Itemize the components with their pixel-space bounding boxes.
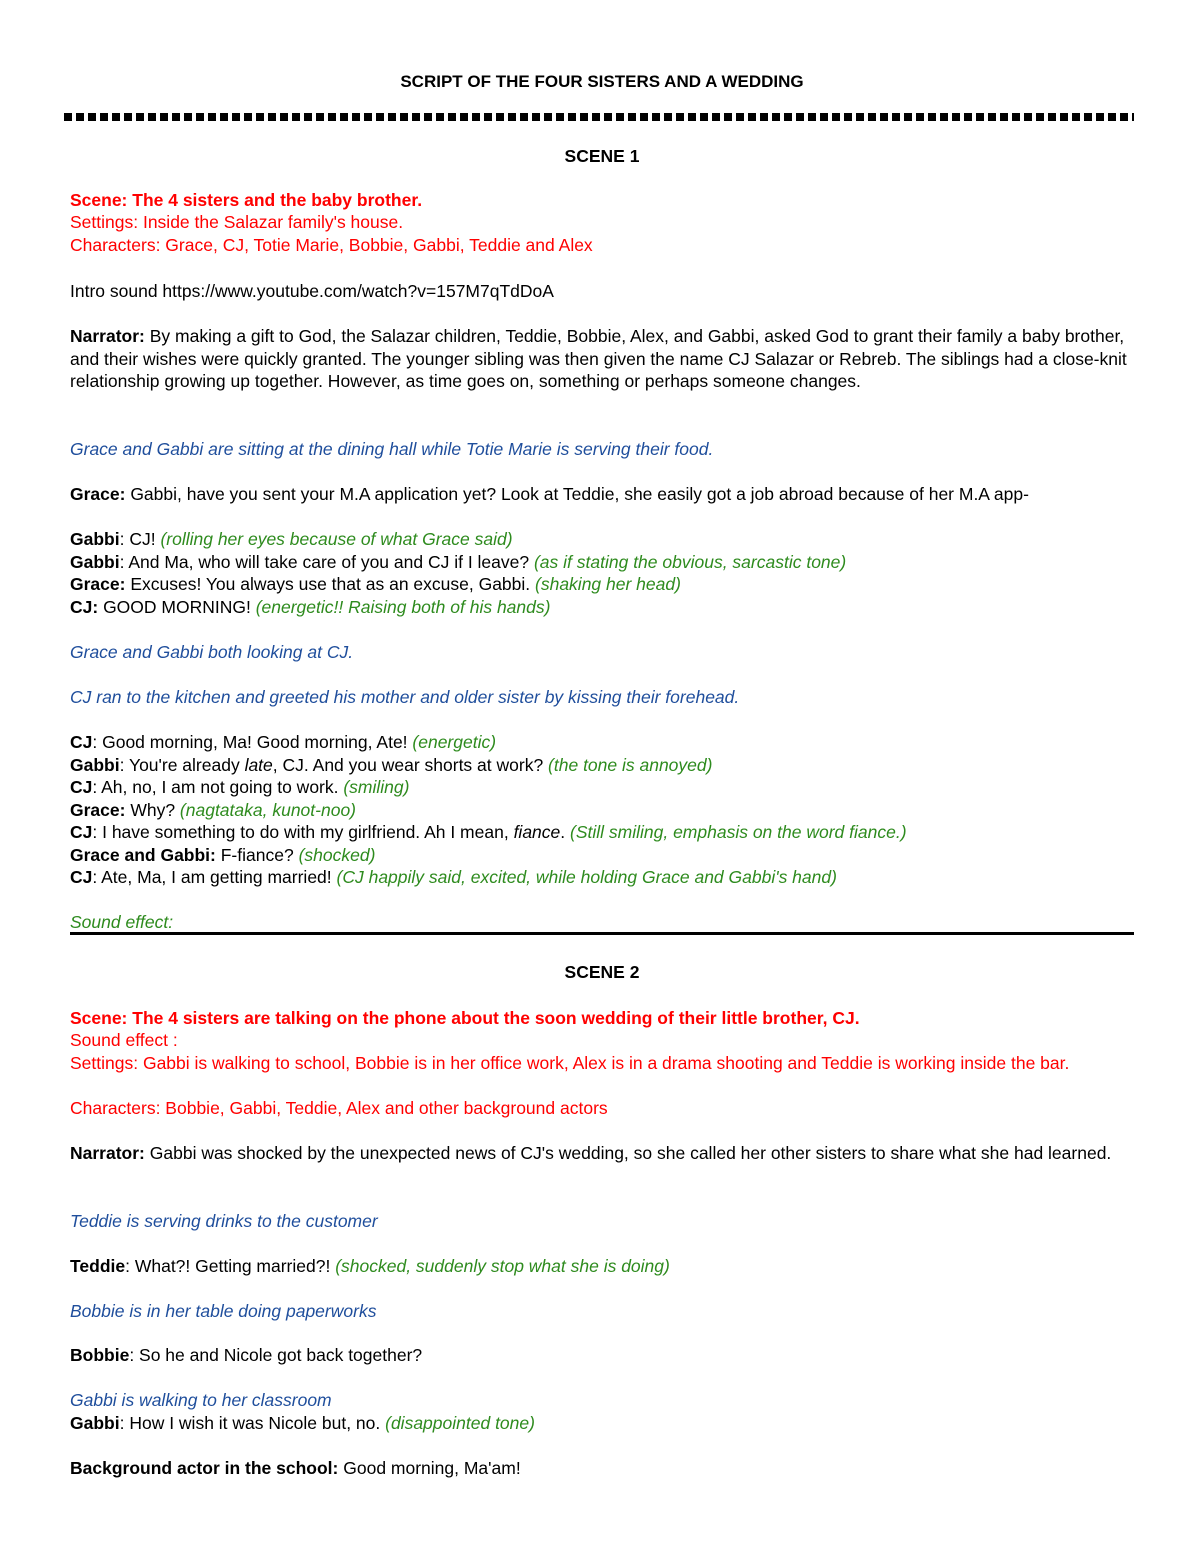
speaker: CJ: xyxy=(70,597,99,617)
dialogue-line xyxy=(70,1457,1134,1480)
acting-note: (nagtataka, kunot-noo) xyxy=(179,800,357,820)
stage-direction: CJ ran to the kitchen and greeted his mother and older sister by kissing their forehead. xyxy=(70,687,740,707)
dialogue-text: : Ate, Ma, I am getting married! xyxy=(92,867,337,887)
scene1-heading: SCENE 1 xyxy=(564,146,640,166)
sound-effect-note: Sound effect: xyxy=(70,912,174,932)
dialogue-text: : What?! Getting married?! xyxy=(125,1256,336,1276)
scene2-characters: Characters: Bobbie, Gabbi, Teddie, Alex and other background actors xyxy=(70,1098,608,1118)
acting-note: (energetic) xyxy=(412,732,497,752)
stage-direction: Teddie is serving drinks to the customer xyxy=(70,1211,378,1231)
speaker: Gabbi xyxy=(70,1413,120,1433)
dialogue-line xyxy=(70,1344,1134,1367)
dialogue-line xyxy=(70,483,1134,506)
speaker: Bobbie xyxy=(70,1345,130,1365)
speaker: Grace: xyxy=(70,484,126,504)
dialogue-line xyxy=(70,754,1134,777)
scene1-settings: Settings: Inside the Salazar family's house. xyxy=(70,212,404,232)
stage-direction: Grace and Gabbi both looking at CJ. xyxy=(70,642,354,662)
scene1-characters: Characters: Grace, CJ, Totie Marie, Bobbie, Gabbi, Teddie and Alex xyxy=(70,235,593,255)
dialogue-line xyxy=(70,866,1134,889)
dialogue-text: Good morning, Ma'am! xyxy=(338,1458,521,1478)
acting-note: (shaking her head) xyxy=(535,574,681,594)
document-title: SCRIPT OF THE FOUR SISTERS AND A WEDDING xyxy=(400,72,804,91)
dialogue-line xyxy=(70,573,1134,596)
dialogue-text: : And Ma, who will take care of you and CJ if I leave? xyxy=(119,552,534,572)
scene1-narrator xyxy=(70,325,1134,393)
scene2-heading: SCENE 2 xyxy=(564,962,640,982)
dialogue-line xyxy=(70,821,1134,844)
acting-note: (Still smiling, emphasis on the word fiance.) xyxy=(570,822,907,842)
dialogue-line xyxy=(70,1412,1134,1435)
stage-direction: Gabbi is walking to her classroom xyxy=(70,1390,332,1410)
dialogue-text: : Ah, no, I am not going to work. xyxy=(92,777,344,797)
scene2-settings: Settings: Gabbi is walking to school, Bobbie is in her office work, Alex is in a drama shooting and Teddie is working inside the bar. xyxy=(70,1053,1070,1073)
narrator-label: Narrator: xyxy=(70,1143,145,1163)
speaker: Grace: xyxy=(70,574,126,594)
speaker: Background actor in the school: xyxy=(70,1458,339,1478)
acting-note: (CJ happily said, excited, while holding Grace and Gabbi's hand) xyxy=(336,867,837,887)
dialogue-text: : You're already xyxy=(119,755,245,775)
dialogue-line xyxy=(70,731,1134,754)
speaker: Gabbi xyxy=(70,529,120,549)
dialogue-text: , CJ. And you wear shorts at work? xyxy=(272,755,549,775)
speaker: CJ xyxy=(70,732,93,752)
narrator-text: By making a gift to God, the Salazar children, Teddie, Bobbie, Alex, and Gabbi, asked God to grant their family a baby brother, and their wishes were quickly granted. The younger sibling was then given the name CJ Salazar or Rebreb. The siblings had a close-knit relationship growing up together. However, as time goes on, something or perhaps someone changes. xyxy=(70,326,1127,391)
emphasis-word: late xyxy=(244,755,273,775)
acting-note: (rolling her eyes because of what Grace said) xyxy=(160,529,513,549)
speaker: Teddie xyxy=(70,1256,126,1276)
speaker: Grace and Gabbi: xyxy=(70,845,216,865)
dialogue-text: Excuses! You always use that as an excuse, Gabbi. xyxy=(125,574,536,594)
acting-note: (the tone is annoyed) xyxy=(548,755,713,775)
dialogue-line xyxy=(70,844,1134,867)
dialogue-text: GOOD MORNING! xyxy=(98,597,256,617)
scene2-sound-effect: Sound effect : xyxy=(70,1030,178,1050)
dialogue-text: : How I wish it was Nicole but, no. xyxy=(119,1413,386,1433)
dialogue-line xyxy=(70,596,1134,619)
dialogue-line xyxy=(70,551,1134,574)
dialogue-text: : I have something to do with my girlfriend. Ah I mean, xyxy=(92,822,514,842)
speaker: Grace: xyxy=(70,800,126,820)
emphasis-word: fiance xyxy=(513,822,561,842)
acting-note: (energetic!! Raising both of his hands) xyxy=(255,597,551,617)
acting-note: (as if stating the obvious, sarcastic tone) xyxy=(533,552,847,572)
dialogue-text: : Good morning, Ma! Good morning, Ate! xyxy=(92,732,413,752)
acting-note: (smiling) xyxy=(343,777,410,797)
dialogue-text: F-fiance? xyxy=(215,845,299,865)
dialogue-text: Gabbi, have you sent your M.A application yet? Look at Teddie, she easily got a job abroad because of her M.A app- xyxy=(125,484,1029,504)
dialogue-text: : So he and Nicole got back together? xyxy=(129,1345,423,1365)
dotted-divider xyxy=(64,113,1134,121)
scene1-label: Scene: The 4 sisters and the baby brother. xyxy=(70,190,423,210)
dialogue-line xyxy=(70,799,1134,822)
dialogue-line xyxy=(70,528,1134,551)
narrator-label: Narrator: xyxy=(70,326,145,346)
speaker: Gabbi xyxy=(70,552,120,572)
speaker: CJ xyxy=(70,777,93,797)
dialogue-text: . xyxy=(560,822,570,842)
narrator-text: Gabbi was shocked by the unexpected news of CJ's wedding, so she called her other sisters to share what she had learned. xyxy=(144,1143,1112,1163)
scene-separator xyxy=(70,932,1134,935)
acting-note: (disappointed tone) xyxy=(385,1413,535,1433)
speaker: Gabbi xyxy=(70,755,120,775)
dialogue-text: Why? xyxy=(125,800,180,820)
speaker: CJ xyxy=(70,822,93,842)
intro-sound: Intro sound https://www.youtube.com/watch?v=157M7qTdDoA xyxy=(70,281,554,301)
dialogue-line xyxy=(70,776,1134,799)
acting-note: (shocked, suddenly stop what she is doing) xyxy=(335,1256,670,1276)
speaker: CJ xyxy=(70,867,93,887)
stage-direction: Grace and Gabbi are sitting at the dining hall while Totie Marie is serving their food. xyxy=(70,439,714,459)
dialogue-text: : CJ! xyxy=(119,529,161,549)
dialogue-line xyxy=(70,1255,1134,1278)
acting-note: (shocked) xyxy=(298,845,376,865)
scene2-label: Scene: The 4 sisters are talking on the phone about the soon wedding of their little brother, CJ. xyxy=(70,1008,860,1028)
scene2-narrator xyxy=(70,1142,1134,1165)
stage-direction: Bobbie is in her table doing paperworks xyxy=(70,1301,377,1321)
